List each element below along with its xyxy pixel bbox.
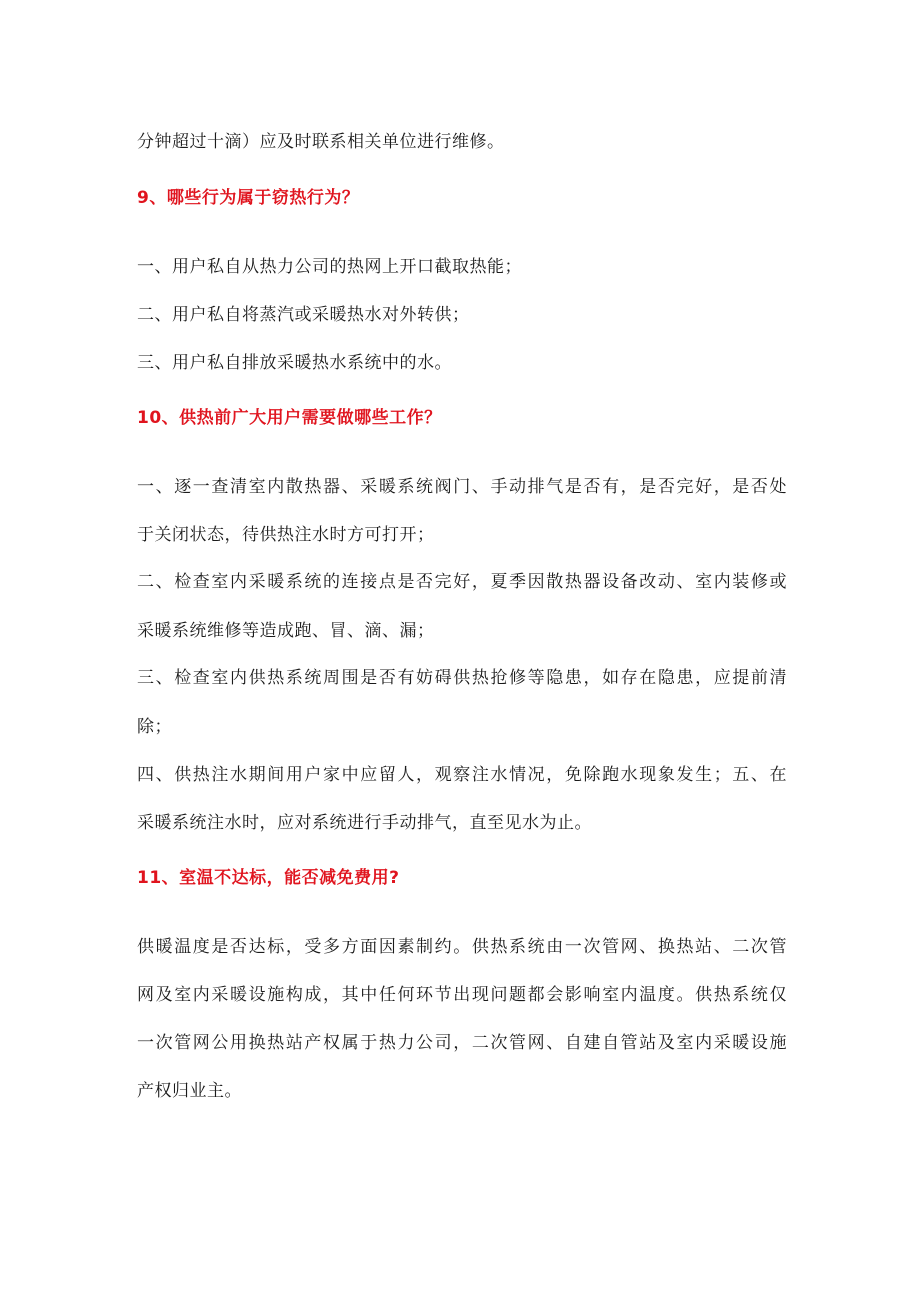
section-11-line-2: 网及室内采暖设施构成，其中任何环节出现问题都会影响室内温度。供热系统仅	[137, 985, 787, 1005]
section-10-line-5: 三、检查室内供热系统周围是否有妨碍供热抢修等隐患，如存在隐患，应提前清	[137, 668, 787, 688]
section-11-line-4: 产权归业主。	[137, 1081, 242, 1101]
section-9-heading: 9、哪些行为属于窃热行为？	[137, 188, 360, 208]
section-9-item-1: 一、用户私自从热力公司的热网上开口截取热能；	[137, 257, 522, 277]
section-11-heading: 11、室温不达标，能否减免费用?	[137, 868, 400, 888]
section-10-line-8: 采暖系统注水时，应对系统进行手动排气，直至见水为止。	[137, 813, 592, 833]
section-11-line-1: 供暖温度是否达标，受多方面因素制约。供热系统由一次管网、换热站、二次管	[137, 937, 787, 957]
section-10-line-1: 一、逐一查清室内散热器、采暖系统阀门、手动排气是否有，是否完好，是否处	[137, 477, 787, 497]
section-9-item-2: 二、用户私自将蒸汽或采暖热水对外转供；	[137, 305, 470, 325]
section-10-line-3: 二、检查室内采暖系统的连接点是否完好，夏季因散热器设备改动、室内装修或	[137, 572, 787, 592]
section-10-line-6: 除；	[137, 717, 172, 737]
section-10-line-7: 四、供热注水期间用户家中应留人，观察注水情况，免除跑水现象发生；五、在	[137, 765, 787, 785]
section-10-line-4: 采暖系统维修等造成跑、冒、滴、漏；	[137, 621, 435, 641]
section-9-item-3: 三、用户私自排放采暖热水系统中的水。	[137, 353, 452, 373]
section-10-line-2: 于关闭状态，待供热注水时方可打开；	[137, 525, 435, 545]
section-11-line-3: 一次管网公用换热站产权属于热力公司，二次管网、自建自管站及室内采暖设施	[137, 1033, 787, 1053]
intro-line: 分钟超过十滴）应及时联系相关单位进行维修。	[137, 132, 505, 152]
section-10-heading: 10、供热前广大用户需要做哪些工作？	[137, 408, 442, 428]
